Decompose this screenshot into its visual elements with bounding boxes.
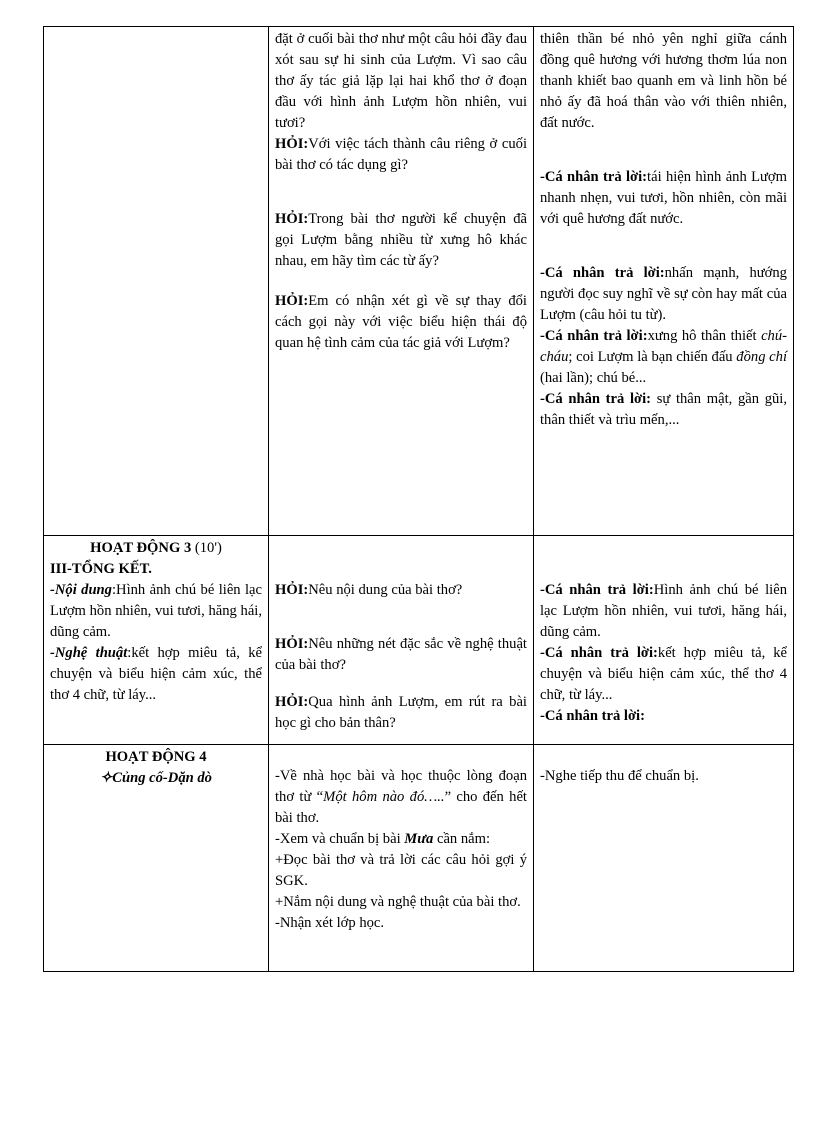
teacher-cell <box>269 536 534 745</box>
summary-content <box>50 580 262 643</box>
answer-text: (hai lần); chú bé... <box>540 370 647 386</box>
question-text: Em có nhận xét gì về sự thay đổi cách gọi này với việc biểu hiện thái độ quan hệ tình cảm của tác giả với Lượm? <box>275 293 527 351</box>
answer-text: kết hợp miêu tả, kể chuyện và biểu hiện cảm xúc, thể thơ 4 chữ, từ láy... <box>540 645 787 703</box>
answer-label: -Cá nhân trả lời: <box>540 391 652 407</box>
table-row <box>44 536 794 745</box>
activity-cell <box>44 27 269 536</box>
student-cell <box>534 745 794 972</box>
summary-art <box>50 643 262 706</box>
summary-text: :kết hợp miêu tả, kể chuyện và biểu hiện cảm xúc, thể thơ 4 chữ, từ láy... <box>50 645 262 703</box>
summary-text: :Hình ảnh chú bé liên lạc Lượm hồn nhiên, vui tươi, hăng hái, dũng cảm. <box>50 582 263 640</box>
answer-emphasis: đồng chí <box>736 349 788 365</box>
answer <box>540 326 787 389</box>
question <box>275 134 527 176</box>
answer-emphasis: chú-cháu <box>540 328 787 365</box>
answer-text: thiên thần bé nhỏ yên nghỉ giữa cánh đồng quê hương với hương thơm lúa non thanh khiết bao quanh em và linh hồn bé nhỏ ấy đã hoá thân vào với thiên nhiên, đất nước. <box>540 31 787 131</box>
question-label: HỎI: <box>275 136 309 152</box>
lesson-plan-table <box>43 26 794 972</box>
answer-label: -Cá nhân trả lời: <box>540 169 648 185</box>
homework-text: ” cho đến hết bài thơ. <box>275 789 527 826</box>
poem-excerpt: Một hôm nào đó….. <box>323 789 445 805</box>
table-row <box>44 745 794 972</box>
question <box>275 291 527 354</box>
answer-label: -Cá nhân trả lời: <box>540 645 658 661</box>
activity-subtitle: ✧Củng cố-Dặn dò <box>100 770 212 786</box>
answer-label: -Cá nhân trả lời: <box>540 328 648 344</box>
question <box>275 692 527 734</box>
answer-text: Hình ảnh chú bé liên lạc Lượm hồn nhiên, vui tươi, hăng hái, dũng cảm. <box>540 582 787 640</box>
activity-cell <box>44 536 269 745</box>
summary-label: -Nghệ thuật <box>50 645 128 661</box>
question-text: Với việc tách thành câu riêng ở cuối bài thơ có tác dụng gì? <box>275 136 527 173</box>
answer-text: sự thân mật, gần gũi, thân thiết và trìu mến,... <box>540 391 787 428</box>
lesson-name: Mưa <box>404 831 434 847</box>
student-cell <box>534 536 794 745</box>
student-task: -Nghe tiếp thu để chuẩn bị. <box>540 768 699 784</box>
answer-label: -Cá nhân trả lời: <box>540 265 665 281</box>
question-text: Nêu những nét đặc sắc về nghệ thuật của bài thơ? <box>275 636 527 673</box>
answer-text: xưng hô thân thiết <box>647 328 762 344</box>
answer <box>540 167 787 230</box>
student-cell <box>534 27 794 536</box>
homework-text: -Về nhà học bài và học thuộc lòng đoạn thơ từ “ <box>275 768 527 805</box>
answer-text: nhấn mạnh, hướng người đọc suy nghĩ về sự còn hay mất của Lượm (câu hỏi tu từ). <box>540 265 787 323</box>
activity-heading <box>50 538 262 559</box>
answer-text: tái hiện hình ảnh Lượm nhanh nhẹn, vui tươi, hồn nhiên, còn mãi với quê hương đất nước. <box>540 169 787 227</box>
question-label: HỎI: <box>275 694 309 710</box>
homework-item <box>275 829 527 850</box>
homework-item: +Đọc bài thơ và trả lời các câu hỏi gợi ý SGK. <box>275 852 527 889</box>
homework-item <box>275 766 527 829</box>
teacher-cell <box>269 745 534 972</box>
summary-label: -Nội dung <box>50 582 112 598</box>
question-label: HỎI: <box>275 211 309 227</box>
answer <box>540 580 787 643</box>
question-text: đặt ở cuối bài thơ như một câu hỏi đầy đau xót sau sự hi sinh của Lượm. Vì sao câu thơ ấy tác giả lặp lại hai khổ thơ ở đoạn đầu với hình ảnh Lượm hồn nhiên, vui tươi? <box>275 31 527 131</box>
question-label: HỎI: <box>275 582 309 598</box>
answer-label: -Cá nhân trả lời: <box>540 708 645 724</box>
question <box>275 580 527 601</box>
question <box>275 634 527 676</box>
activity-title: HOẠT ĐỘNG 4 <box>105 749 207 765</box>
teacher-cell <box>269 27 534 536</box>
question <box>275 209 527 272</box>
answer <box>540 643 787 706</box>
question-text: Qua hình ảnh Lượm, em rút ra bài học gì cho bản thân? <box>275 694 527 731</box>
question-label: HỎI: <box>275 293 309 309</box>
question-text: Nêu nội dung của bài thơ? <box>308 582 463 598</box>
answer <box>540 389 787 431</box>
homework-text: cần nắm: <box>433 831 491 847</box>
answer-text: ; coi Lượm là bạn chiến đấu <box>568 349 737 365</box>
section-title: III-TỔNG KẾT. <box>50 561 152 577</box>
activity-title: HOẠT ĐỘNG 3 <box>90 540 192 556</box>
activity-time: (10') <box>191 540 222 556</box>
question-text: Trong bài thơ người kể chuyện đã gọi Lượm bằng nhiều từ xưng hô khác nhau, em hãy tìm các từ ấy? <box>275 211 527 269</box>
homework-item: -Nhận xét lớp học. <box>275 915 385 931</box>
table-row <box>44 27 794 536</box>
activity-cell <box>44 745 269 972</box>
homework-text: -Xem và chuẩn bị bài <box>275 831 405 847</box>
homework-item: +Nắm nội dung và nghệ thuật của bài thơ. <box>275 894 521 910</box>
question-label: HỎI: <box>275 636 309 652</box>
answer <box>540 263 787 326</box>
answer-label: -Cá nhân trả lời: <box>540 582 654 598</box>
